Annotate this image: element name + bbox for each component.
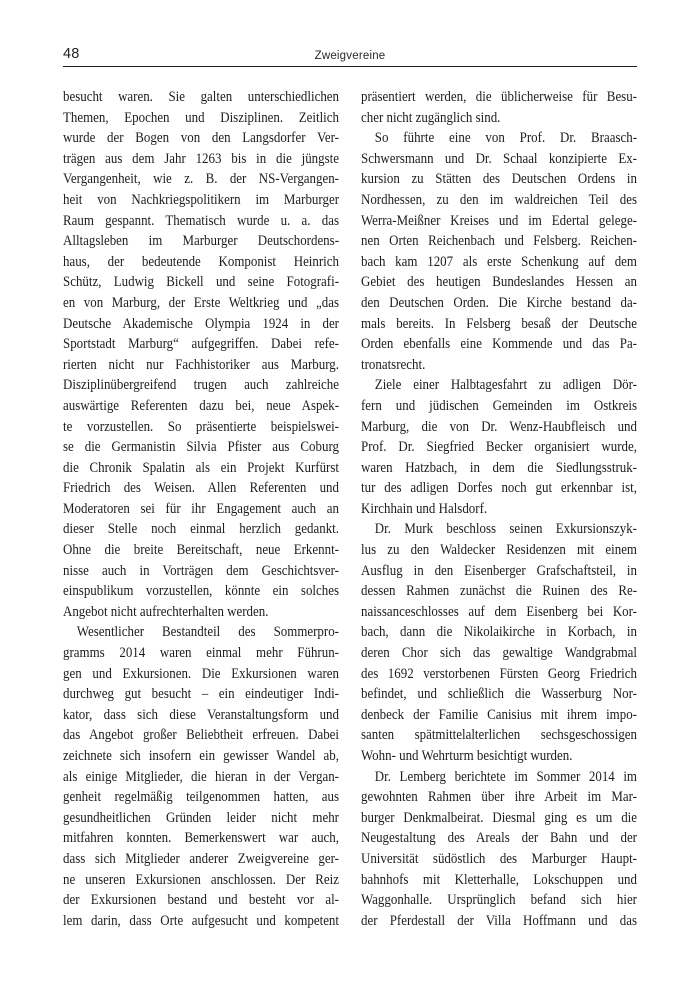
text-line: des 1692 verstorbenen Fürsten Georg Friedrich — [361, 665, 637, 682]
text-line: Dr. Lemberg berichtete im Sommer 2014 im — [374, 768, 637, 785]
text-line: Deutsche Akademische Olympia 1924 in der — [63, 315, 339, 332]
text-line: Schütz, Ludwig Bickell und seine Fotografi- — [63, 274, 339, 291]
text-line: deren Chor sich das gewaltige Wandgrabmal — [361, 645, 637, 662]
text-line: bach kam 1207 als erste Schenkung auf dem — [361, 253, 637, 270]
text-line: die Chronik Spalatin als ein Projekt Kurfürst — [63, 459, 339, 476]
page-number: 48 — [63, 46, 80, 62]
text-line: genheit regelmäßig teilgenommen hatten, aus — [63, 789, 339, 806]
text-line: der Pferdestall der Villa Hoffmann und das — [361, 912, 637, 929]
text-line: Ohne die breite Bereitschaft, neue Erkennt- — [63, 542, 339, 559]
text-line: Dr. Murk beschloss seinen Exkursionszyk- — [374, 521, 637, 538]
text-line: befindet, und schließlich die Wasserburg Nor- — [361, 686, 637, 703]
text-line: mals bereits. In Felsberg besaß der Deutsche — [361, 315, 637, 332]
text-line: nen Orten Reichenbach und Felsberg. Reichen- — [361, 233, 637, 250]
text-line: Vergangenheit, wie z. B. der NS-Vergangen- — [63, 171, 339, 188]
column-right — [361, 87, 637, 931]
text-line: als einige Mitglieder, die hieran in der Vergan- — [63, 768, 339, 785]
text-line: Neugestaltung des Areals der Bahn und der — [361, 830, 637, 847]
text-line: gewohnten Rahmen über ihre Arbeit im Mar- — [361, 789, 637, 806]
text-line: fern und jüdischen Gemeinden im Ostkreis — [361, 397, 637, 414]
text-line: trägen aus dem Jahr 1263 bis in die jüngste — [63, 150, 339, 167]
text-line: wurde der Bogen von den Langsdorfer Ver- — [63, 130, 339, 147]
text-line: rierten nicht nur Fachhistoriker aus Marburg. — [63, 356, 339, 373]
column-left — [63, 87, 339, 931]
text-line: tronatsrecht. — [361, 356, 426, 373]
text-line: gramms 2014 waren einmal mehr Führun- — [63, 645, 339, 662]
text-line: durchweg gut besucht – ein eindeutiger Indi- — [63, 686, 339, 703]
text-line: bahnhofs mit Kletterhalle, Lokschuppen und — [361, 871, 637, 888]
text-line: gesundheitlichen Gründen leider nicht mehr — [63, 809, 339, 826]
text-line: mitfahren konnten. Bemerkenswert war auch, — [63, 830, 339, 847]
text-line: naissanceschlosses auf dem Eisenberg bei Kor- — [361, 603, 637, 620]
text-line: auswärtige Referenten dazu bei, neue Aspek- — [63, 397, 339, 414]
text-line: en von Marburg, der Erste Weltkrieg und „das — [63, 294, 339, 311]
text-line: Moderatoren sei für ihr Engagement auch an — [63, 500, 339, 517]
text-line: te vorzustellen. So präsentierte beispielswei- — [63, 418, 339, 435]
text-line: dieser Stelle noch einmal herzlich gedankt. — [63, 521, 339, 538]
text-line: haus, der bedeutende Komponist Heinrich — [63, 253, 339, 270]
text-line: bach, dann die Nikolaikirche in Korbach, in — [361, 624, 637, 641]
text-line: Prof. Dr. Siegfried Becker organisiert wurde, — [361, 439, 637, 456]
text-line: Ziele einer Halbtagesfahrt zu adligen Dör- — [374, 377, 637, 394]
text-line: Raum gespannt. Thematisch wurde u. a. das — [63, 212, 339, 229]
text-line: cher nicht zugänglich sind. — [361, 109, 501, 126]
text-line: dessen Rahmen zunächst die Ruinen des Re- — [361, 583, 637, 600]
text-line: lus zu den Waldecker Residenzen mit einem — [361, 542, 637, 559]
text-line: waren Hatzbach, in dem die Siedlungsstruk- — [361, 459, 637, 476]
text-line: kursion zu Stätten des Deutschen Ordens in — [361, 171, 637, 188]
text-line: burger Denkmalbeirat. Diesmal ging es um die — [361, 809, 637, 826]
text-line: denbeck der Familie Canisius mit ihrem impo- — [361, 706, 637, 723]
text-line: Sportstadt Marburg“ aufgegriffen. Dabei refe- — [63, 336, 339, 353]
text-line: Wesentlicher Bestandteil des Sommerpro- — [76, 624, 340, 641]
text-line: Kirchhain und Halsdorf. — [361, 500, 488, 517]
text-line: ne unseren Exkursionen anschlossen. Der Reiz — [63, 871, 339, 888]
text-line: tur des adligen Dorfes noch gut erkennbar ist, — [361, 480, 637, 497]
text-line: dass sich Mitglieder anderer Zweigvereine ger- — [63, 850, 339, 867]
text-line: zeichnete sich insofern ein gewisser Wandel ab, — [63, 748, 339, 764]
text-line: präsentiert werden, die üblicherweise für Besu- — [361, 89, 637, 105]
text-line: Waggonhalle. Ursprünglich befand sich hier — [361, 892, 637, 909]
text-line: Nordhessen, zu den im waldreichen Teil des — [361, 191, 637, 208]
text-line: das Angebot großer Beliebtheit erfreuen. Dabei — [63, 727, 339, 744]
text-line: Universität südöstlich des Marburger Haupt- — [361, 850, 637, 867]
text-line: kator, dass sich diese Veranstaltungsform und — [63, 706, 339, 723]
text-line: nisse auch in Vorträgen dem Geschichtsver- — [63, 562, 339, 579]
text-line: Disziplinübergreifend trugen auch zahlreiche — [63, 377, 339, 394]
text-line: gen und Exkursionen. Die Exkursionen waren — [63, 665, 339, 682]
text-line: Ausflug in den Eisenberger Grafschaftsteil, in — [361, 562, 637, 579]
text-line: Angebot nicht aufrechterhalten werden. — [63, 603, 269, 620]
text-line: heit von Nachkriegspolitikern im Marburger — [63, 191, 339, 208]
text-line: Friedrich des Weisen. Allen Referenten und — [63, 480, 339, 497]
text-line: Schwersmann und Dr. Schaal konzipierte Ex- — [361, 150, 637, 167]
text-line: Wohn- und Wehrturm besichtigt wurden. — [361, 748, 573, 764]
text-line: santen spätmittelalterlichen sechsgeschossigen — [361, 727, 637, 744]
text-line: Marburg, die von Dr. Wenz-Haubfleisch und — [361, 418, 637, 435]
text-line: der Exkursionen bestand und besteht vor al- — [63, 892, 339, 909]
text-line: den Deutschen Orden. Die Kirche bestand da- — [361, 294, 637, 311]
text-line: besucht waren. Sie galten unterschiedlichen — [63, 89, 339, 105]
text-line: einspublikum vorzustellen, könnte ein solches — [63, 583, 339, 600]
text-line: lem darin, dass Orte aufgesucht und kompetent — [63, 912, 339, 929]
text-line: So führte eine von Prof. Dr. Braasch- — [374, 130, 637, 147]
text-line: Alltagsleben im Marburger Deutschordens- — [63, 233, 339, 250]
text-line: Orden ebenfalls eine Kommende und das Pa- — [361, 336, 637, 353]
running-header-title: Zweigvereine — [314, 50, 386, 62]
text-line: se die Germanistin Silvia Pfister aus Coburg — [63, 439, 339, 456]
text-line: Gebiet des heutigen Bundeslandes Hessen an — [361, 274, 637, 291]
header-rule — [63, 66, 637, 67]
text-line: Themen, Epochen und Disziplinen. Zeitlich — [63, 109, 339, 126]
text-line: Werra-Meißner Kreises und im Edertal gelege- — [361, 212, 637, 229]
